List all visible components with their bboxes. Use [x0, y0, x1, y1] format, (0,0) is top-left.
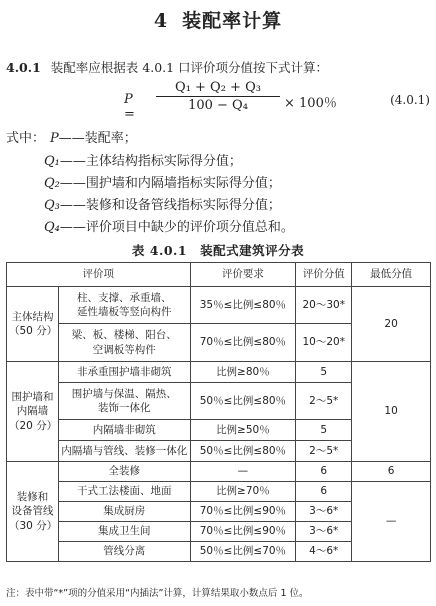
- requirement-cell: 70％≤比例≤90％: [190, 502, 296, 522]
- requirement-cell: 50％≤比例≤70％: [190, 542, 296, 562]
- item-cell: 集成卫生间: [58, 522, 190, 542]
- requirement-cell: 70％≤比例≤80％: [190, 324, 296, 362]
- score-table: [6, 262, 431, 562]
- header-requirement: 评价要求: [190, 263, 296, 287]
- item-cell: 内隔墙非砌筑: [58, 420, 190, 441]
- score-cell: 6: [296, 482, 352, 502]
- chapter-number: 4: [153, 10, 169, 32]
- table-header-row: [7, 263, 431, 287]
- where-label: 式中：: [6, 131, 46, 146]
- min-score-cell: 6: [352, 462, 431, 482]
- var-q1: Q₁——主体结构指标实际得分值；: [44, 154, 242, 169]
- table-row: [7, 482, 431, 502]
- score-cell: 20～30*: [296, 287, 352, 324]
- requirement-cell: 比例≥80％: [190, 362, 296, 383]
- score-cell: 3～6*: [296, 522, 352, 542]
- table-row: [7, 362, 431, 383]
- formula-denominator: 100 − Q₄: [188, 98, 248, 113]
- item-cell: 内隔墙与管线、装修一体化: [58, 441, 190, 462]
- min-score-cell: —: [352, 482, 431, 562]
- requirement-cell: 比例≥70％: [190, 482, 296, 502]
- clause-4-0-1: [6, 58, 328, 76]
- item-cell: 围护墙与保温、隔热、 装饰一体化: [58, 383, 190, 420]
- var-p: P——装配率；: [50, 131, 137, 146]
- header-item: 评价项: [7, 263, 191, 287]
- requirement-cell: 70％≤比例≤90％: [190, 522, 296, 542]
- header-score: 评价分值: [296, 263, 352, 287]
- item-cell: 全装修: [58, 462, 190, 482]
- score-cell: 2～5*: [296, 441, 352, 462]
- clause-number: 4.0.1: [6, 60, 41, 75]
- score-cell: 3～6*: [296, 502, 352, 522]
- requirement-cell: 50％≤比例≤80％: [190, 383, 296, 420]
- score-cell: 10～20*: [296, 324, 352, 362]
- var-q3: Q₃——装修和设备管线指标实际得分值；: [44, 198, 281, 213]
- item-cell: 非承重围护墙非砌筑: [58, 362, 190, 383]
- item-cell: 集成厨房: [58, 502, 190, 522]
- requirement-cell: 35％≤比例≤80％: [190, 287, 296, 324]
- formula-lhs: P =: [124, 92, 135, 122]
- score-cell: 5: [296, 362, 352, 383]
- var-q4: Q₄——评价项目中缺少的评价项分值总和。: [44, 220, 294, 235]
- requirement-cell: —: [190, 462, 296, 482]
- group-name: 围护墙和 内隔墙 （20 分）: [7, 362, 59, 462]
- score-cell: 2～5*: [296, 383, 352, 420]
- table-row: [7, 462, 431, 482]
- score-cell: 4～6*: [296, 542, 352, 562]
- equation-number: (4.0.1): [390, 93, 430, 107]
- var-q2: Q₂——围护墙和内隔墙指标实际得分值；: [44, 176, 281, 191]
- table-note: 注：表中带“*”项的分值采用“内插法”计算，计算结果取小数点后 1 位。: [6, 588, 309, 599]
- table-caption: 表 4.0.1 装配式建筑评分表: [131, 243, 305, 258]
- requirement-cell: 50％≤比例≤80％: [190, 441, 296, 462]
- score-cell: 5: [296, 420, 352, 441]
- item-cell: 管线分离: [58, 542, 190, 562]
- group-name: 装修和 设备管线 （30 分）: [7, 462, 59, 562]
- item-cell: 干式工法楼面、地面: [58, 482, 190, 502]
- min-score-cell: 20: [352, 287, 431, 362]
- chapter-heading: [0, 6, 436, 33]
- formula-numerator: Q₁ + Q₂ + Q₃: [156, 80, 280, 97]
- clause-text: 装配率应根据表 4.0.1 口评价项分值按下式计算：: [50, 60, 329, 75]
- header-min-score: 最低分值: [352, 263, 431, 287]
- score-cell: 6: [296, 462, 352, 482]
- group-name: 主体结构 （50 分）: [7, 287, 59, 362]
- chapter-title: 装配率计算: [182, 10, 283, 32]
- min-score-cell: 10: [352, 362, 431, 462]
- formula-fraction: [156, 80, 280, 113]
- item-cell: 柱、支撑、承重墙、 延性墙板等竖向构件: [58, 287, 190, 324]
- requirement-cell: 比例≥50％: [190, 420, 296, 441]
- item-cell: 梁、板、楼梯、阳台、 空调板等构件: [58, 324, 190, 362]
- table-row: [7, 287, 431, 324]
- formula-multiplier: × 100％: [284, 96, 337, 111]
